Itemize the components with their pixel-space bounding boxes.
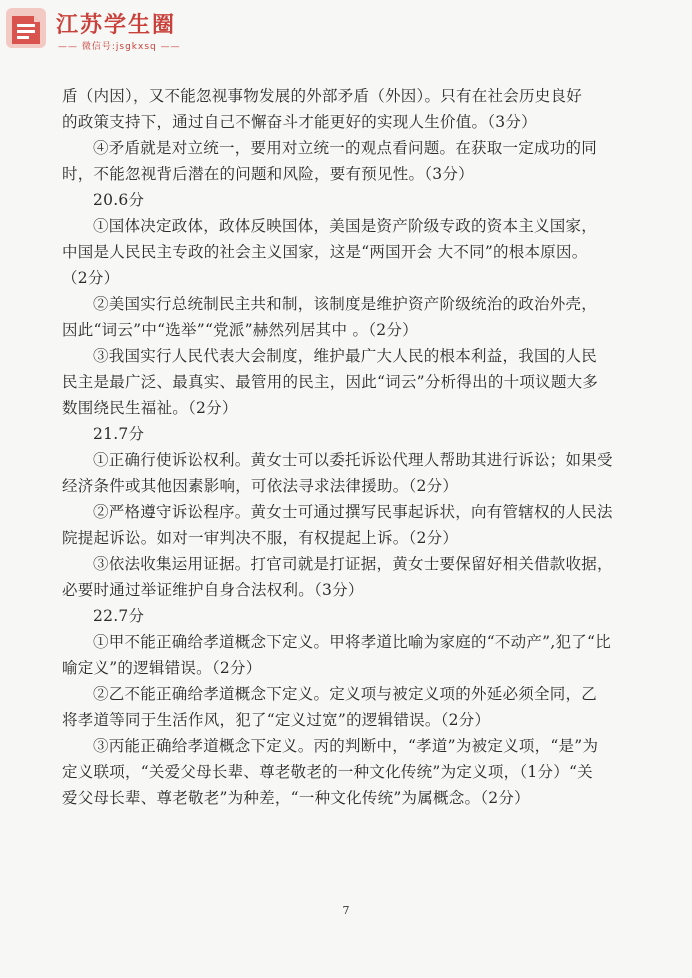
question-heading: 22.7分 xyxy=(93,607,145,625)
text-line: 盾（内因），又不能忽视事物发展的外部矛盾（外因）。只有在社会历史良好 xyxy=(62,87,583,105)
text-line: ③我国实行人民代表大会制度，维护最广大人民的根本利益，我国的人民 xyxy=(93,347,598,365)
page-number: 7 xyxy=(342,904,350,917)
text-line: ②乙不能正确给孝道概念下定义。定义项与被定义项的外延必须全同，乙 xyxy=(93,685,598,703)
text-line: 因此“词云”中“选举”“党派”赫然列居其中 。（2分） xyxy=(62,321,418,339)
text-line: ④矛盾就是对立统一，要用对立统一的观点看问题。在获取一定成功的同 xyxy=(93,139,598,157)
answer-text xyxy=(62,83,642,811)
text-line: ②美国实行总统制民主共和制，该制度是维护资产阶级统治的政治外壳， xyxy=(93,295,598,313)
brand-subtitle: —— 微信号:jsgkxsq —— xyxy=(58,42,181,52)
text-line: 必要时通过举证维护自身合法权利。（3分） xyxy=(62,581,364,599)
question-heading: 21.7分 xyxy=(93,425,145,443)
text-line: ①国体决定政体，政体反映国体，美国是资产阶级专政的资本主义国家， xyxy=(93,217,598,235)
text-line: ①甲不能正确给孝道概念下定义。甲将孝道比喻为家庭的“不动产”,犯了“比 xyxy=(93,633,611,651)
text-line: ②严格遵守诉讼程序。黄女士可通过撰写民事起诉状，向有管辖权的人民法 xyxy=(93,503,613,521)
text-line: 经济条件或其他因素影响，可依法寻求法律援助。（2分） xyxy=(62,477,459,495)
text-line: ③丙能正确给孝道概念下定义。丙的判断中，“孝道”为被定义项，“是”为 xyxy=(93,737,599,755)
text-line: 定义联项，“关爱父母长辈、尊老敬老的一种文化传统”为定义项，（1分）“关 xyxy=(62,763,593,781)
text-line: 将孝道等同于生活作风，犯了“定义过宽”的逻辑错误。（2分） xyxy=(62,711,491,729)
text-line: 民主是最广泛、最真实、最管用的民主，因此“词云”分析得出的十项议题大多 xyxy=(62,373,599,391)
text-line: 喻定义”的逻辑错误。（2分） xyxy=(62,659,262,677)
text-line: 时，不能忽视背后潜在的问题和风险，要有预见性。（3分） xyxy=(62,165,474,183)
text-line: ③依法收集运用证据。打官司就是打证据，黄女士要保留好相关借款收据， xyxy=(93,555,613,573)
text-line: 数围绕民生福祉。（2分） xyxy=(62,399,238,417)
text-line: 的政策支持下，通过自己不懈奋斗才能更好的实现人生价值。（3分） xyxy=(62,113,537,131)
text-line: 中国是人民民主专政的社会主义国家，这是“两国开会 大不同”的根本原因。 xyxy=(62,243,588,261)
brand-name: 江苏学生圈 xyxy=(56,13,177,38)
question-heading: 20.6分 xyxy=(93,191,145,209)
watermark-header xyxy=(0,0,692,60)
text-line: ①正确行使诉讼权利。黄女士可以委托诉讼代理人帮助其进行诉讼；如果受 xyxy=(93,451,613,469)
text-line: （2分） xyxy=(62,269,120,287)
logo-icon xyxy=(4,6,48,50)
text-line: 爱父母长辈、尊老敬老”为种差，“一种文化传统”为属概念。（2分） xyxy=(62,789,530,807)
text-line: 院提起诉讼。如对一审判决不服，有权提起上诉。（2分） xyxy=(62,529,459,547)
